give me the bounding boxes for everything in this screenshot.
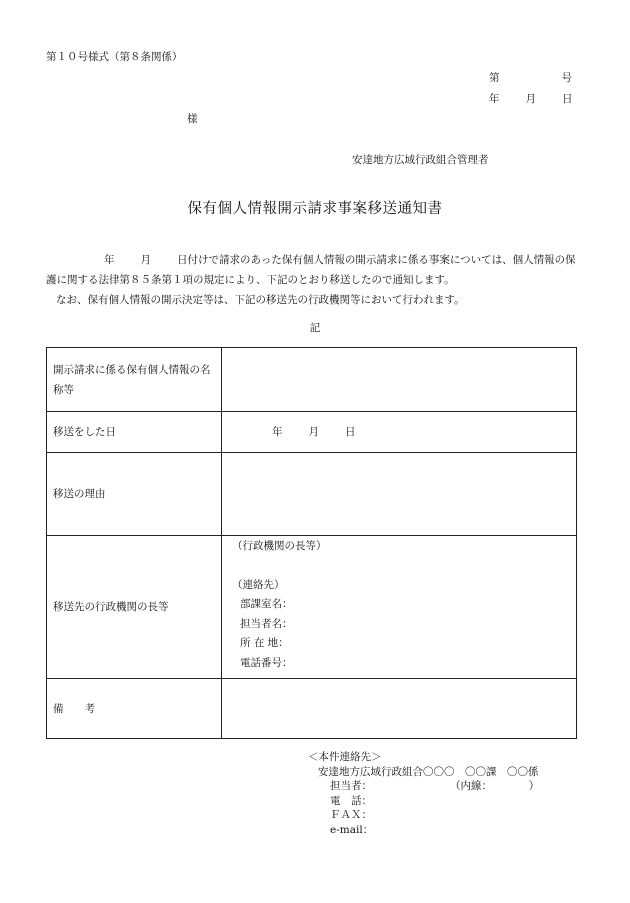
contact-org: 安達地方広域行政組合〇〇〇 〇〇課 〇〇係 [318,765,539,778]
contact-fax: ＦＡＸ： [330,809,372,821]
document-title: 保有個人情報開示請求事案移送通知書 [187,201,443,217]
contact-person: 担当者： （内線： ） [330,780,540,792]
row-value-info-name [222,348,577,412]
destination-phone: 電話番号： [240,656,293,669]
transfer-month: 月 [308,426,319,438]
addressee: 様 [187,113,198,125]
issuer: 安達地方広域行政組合管理者 [352,154,489,166]
contact-email: e-mail： [330,823,374,836]
row-label-transfer-date: 移送をした日 [47,412,222,453]
row-value-reason [222,453,577,536]
transfer-day: 日 [345,426,356,438]
table-row [47,348,577,412]
row-label-destination: 移送先の行政機関の長等 [47,536,222,679]
date-day: 日 [562,93,573,105]
table-row [47,679,577,739]
row-value-destination [222,536,577,679]
detail-table [46,347,577,739]
row-label-info-name: 開示請求に係る保有個人情報の名称等 [47,348,222,412]
date-month: 月 [525,93,536,105]
table-row [47,453,577,536]
body-paragraph-1 [46,250,582,290]
date-year: 年 [489,93,500,105]
destination-contact-heading: （連絡先） [232,578,285,591]
body-line1: 日付けで請求のあった保有個人情報の開示請求に係る事案については、個人情報の保護に関する法律第８５条第１項の規定により、下記のとおり移送したので通知します。 [46,254,576,286]
doc-no-dai: 第 [489,72,500,84]
body-line2: なお、保有個人情報の開示決定等は、下記の移送先の行政機関等において行われます。 [56,294,465,306]
contact-phone: 電 話： [330,794,372,807]
body-paragraph-2 [46,290,582,310]
contact-extension: （内線： ） [450,780,540,792]
ki-heading: 記 [309,322,321,334]
row-label-remarks: 備 考 [47,679,222,739]
row-value-remarks [222,679,577,739]
contact-header: ＜本件連絡先＞ [308,751,382,763]
destination-dept: 部課室名： [240,598,293,610]
document-number [489,70,572,85]
transfer-year: 年 [272,426,283,438]
body-month: 月 [140,254,151,266]
contact-block [308,750,539,837]
destination-person: 担当者名： [240,617,293,630]
row-value-transfer-date [222,412,577,453]
doc-no-go: 号 [561,72,572,84]
row-label-reason: 移送の理由 [47,453,222,536]
destination-address: 所 在 地： [240,637,289,649]
body-year: 年 [104,254,115,266]
table-row [47,412,577,453]
table-row [47,536,577,679]
body-text [46,250,582,310]
issue-date [489,91,573,106]
destination-head: （行政機関の長等） [232,540,327,552]
form-number: 第１０号様式（第８条関係） [46,51,183,63]
